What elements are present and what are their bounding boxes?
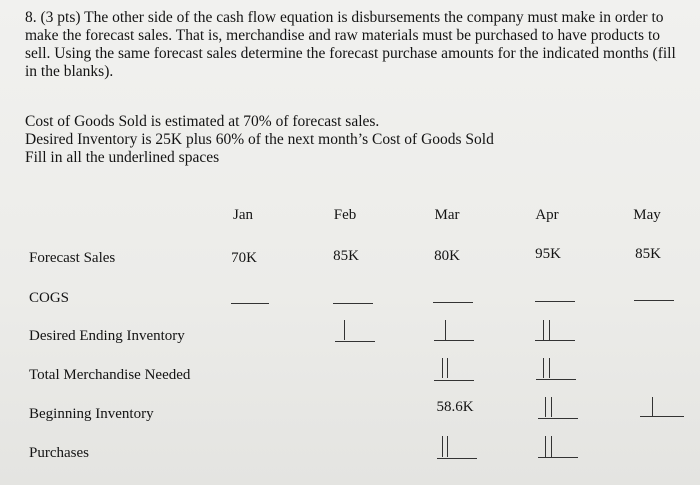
forecast-sales-mar: 80K: [434, 248, 460, 264]
assumptions-block: [25, 113, 665, 167]
pipe-mark: [543, 320, 544, 340]
cogs-may-blank[interactable]: [634, 300, 674, 301]
pipe-mark: [447, 436, 448, 457]
total-merchandise-apr-blank[interactable]: [536, 379, 576, 380]
row-label-purchases: Purchases: [29, 445, 89, 461]
question-text: 8. (3 pts) The other side of the cash flow equation is disbursements the company must make in order to make the forecast sales. That is, merchandise and raw materials must be purchased to have products to sell. Using the same forecast sales determine the forecast purchase amounts for the indicated months (fill in the blanks).: [25, 9, 676, 80]
row-label-desired-ending-inventory: Desired Ending Inventory: [29, 328, 185, 344]
pipe-mark: [545, 436, 546, 457]
month-header-jan: Jan: [233, 207, 253, 223]
forecast-sales-apr: 95K: [535, 246, 561, 262]
pipe-mark: [549, 358, 550, 378]
desired-inventory-feb-blank[interactable]: [335, 341, 375, 342]
row-label-total-merchandise-needed: Total Merchandise Needed: [29, 367, 191, 383]
cogs-mar-blank[interactable]: [433, 302, 473, 303]
purchases-apr-blank[interactable]: [538, 457, 578, 458]
forecast-sales-may: 85K: [635, 246, 661, 262]
instructions: Fill in all the underlined spaces: [25, 149, 220, 166]
pipe-mark: [447, 358, 448, 378]
beginning-inventory-apr-blank[interactable]: [538, 418, 578, 419]
cogs-jan-blank[interactable]: [231, 303, 269, 304]
row-label-cogs: COGS: [29, 290, 70, 306]
month-header-apr: Apr: [535, 207, 559, 223]
month-header-may: May: [633, 207, 661, 223]
pipe-mark: [545, 397, 546, 417]
row-label-forecast-sales: Forecast Sales: [29, 250, 116, 266]
row-label-beginning-inventory: Beginning Inventory: [29, 406, 154, 422]
desired-inventory-apr-blank[interactable]: [535, 340, 575, 341]
pipe-mark: [543, 358, 544, 378]
beginning-inventory-may-blank[interactable]: [640, 416, 684, 417]
pipe-mark: [551, 436, 552, 457]
inventory-assumption: Desired Inventory is 25K plus 60% of the next month’s Cost of Goods Sold: [25, 131, 494, 148]
cogs-assumption: Cost of Goods Sold is estimated at 70% of forecast sales.: [25, 113, 380, 130]
pipe-mark: [551, 397, 552, 417]
pipe-mark: [652, 397, 653, 417]
desired-inventory-mar-blank[interactable]: [434, 340, 474, 341]
pipe-mark: [442, 436, 443, 457]
pipe-mark: [445, 320, 446, 340]
total-merchandise-mar-blank[interactable]: [434, 380, 474, 381]
cogs-apr-blank[interactable]: [535, 301, 575, 302]
pipe-mark: [549, 320, 550, 340]
forecast-sales-feb: 85K: [333, 248, 359, 264]
forecast-sales-jan: 70K: [231, 250, 257, 266]
month-header-feb: Feb: [333, 207, 357, 223]
purchases-mar-blank[interactable]: [437, 458, 477, 459]
cogs-feb-blank[interactable]: [333, 303, 373, 304]
pipe-mark: [442, 358, 443, 378]
month-header-mar: Mar: [434, 207, 460, 223]
pipe-mark: [344, 320, 345, 340]
beginning-inventory-mar: 58.6K: [436, 399, 474, 415]
